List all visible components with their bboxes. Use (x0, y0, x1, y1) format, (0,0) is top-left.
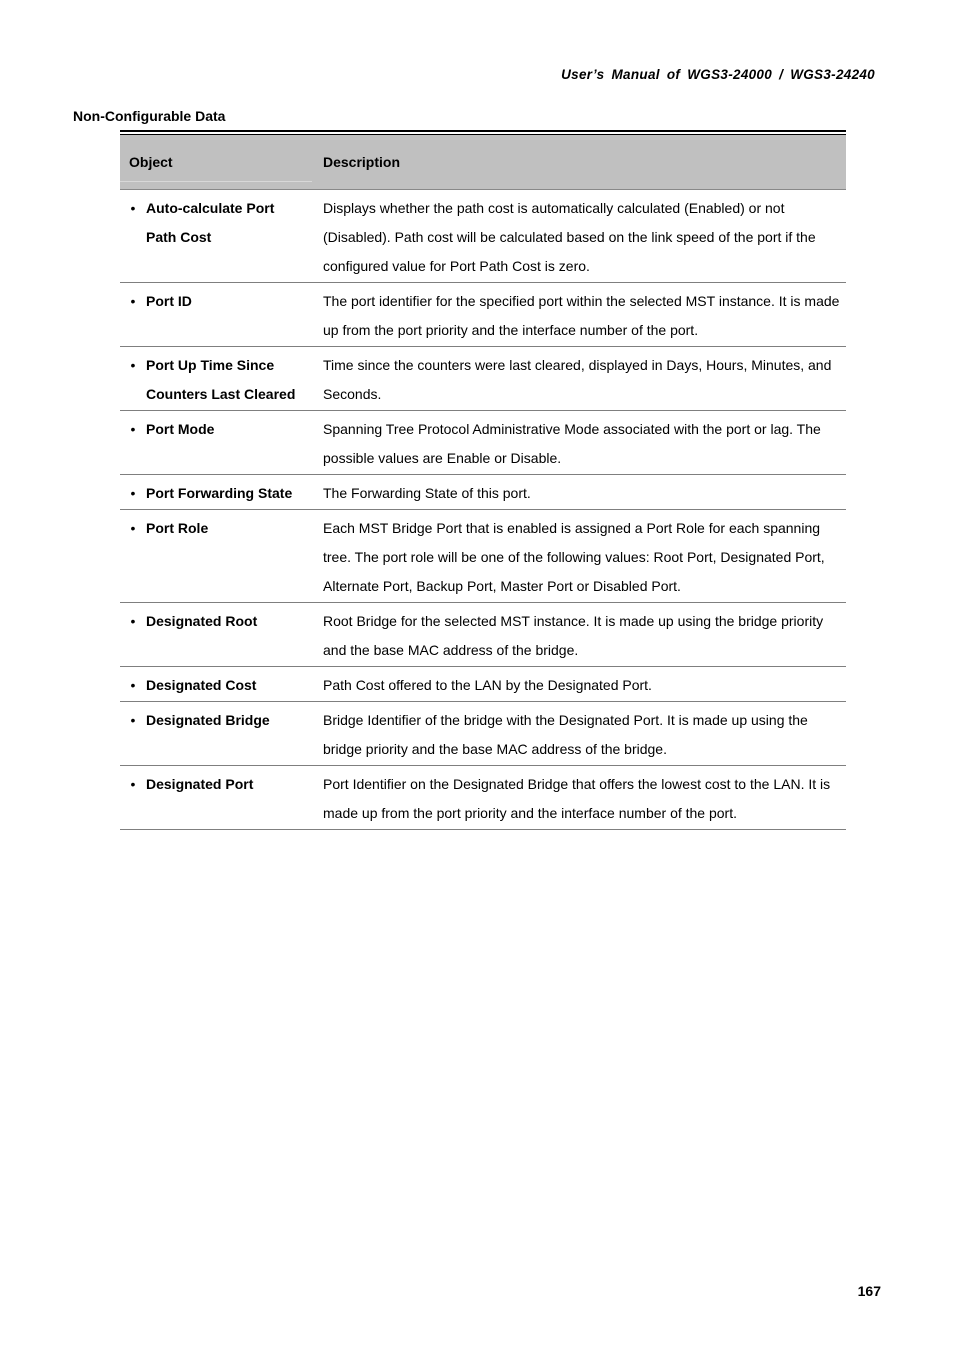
object-name (146, 351, 316, 410)
table-row (120, 475, 846, 510)
table-row (120, 603, 846, 667)
object-name-line: Auto-calculate Port (146, 200, 275, 216)
object-name (146, 770, 316, 829)
object-cell (120, 766, 323, 829)
description-cell: Bridge Identifier of the bridge with the Designated Port. It is made up using the bridge priority and the base MAC address of the bridge. (323, 712, 808, 757)
description-cell: Displays whether the path cost is automatically calculated (Enabled) or not (Disabled). Path cost will be calculated based on the link speed of the port if the configured value for Port Path Cost is zero. (323, 200, 816, 274)
object-name-line: Designated Root (146, 613, 258, 629)
table-row (120, 702, 846, 766)
object-name-line: Counters Last Cleared (146, 386, 296, 402)
bullet-icon: • (130, 776, 136, 792)
column-header-description: Description (323, 154, 401, 170)
object-name-line: Port Role (146, 520, 209, 536)
bullet-icon: • (130, 677, 136, 693)
object-cell (120, 603, 323, 666)
table-row (120, 510, 846, 603)
object-cell (120, 347, 323, 410)
running-header: User’s Manual of WGS3-24000 / WGS3-24240 (561, 67, 875, 82)
object-cell (120, 475, 323, 509)
bullet-icon: • (130, 357, 136, 373)
description-cell: Port Identifier on the Designated Bridge that offers the lowest cost to the LAN. It is made up from the port priority and the interface number of the port. (323, 776, 831, 821)
object-cell (120, 411, 323, 474)
object-cell (120, 667, 323, 701)
object-name-line: Port ID (146, 293, 192, 309)
bullet-icon: • (130, 712, 136, 728)
table-row (120, 411, 846, 475)
object-name (146, 287, 316, 346)
description-cell: Path Cost offered to the LAN by the Designated Port. (323, 677, 652, 693)
object-name (146, 514, 316, 602)
table-row (120, 283, 846, 347)
description-cell: The port identifier for the specified port within the selected MST instance. It is made up from the port priority and the interface number of the port. (323, 293, 840, 338)
table-row (120, 766, 846, 830)
object-name-line: Port Mode (146, 421, 215, 437)
bullet-icon: • (130, 485, 136, 501)
table-row (120, 347, 846, 411)
column-header-object: Object (120, 143, 312, 182)
object-cell (120, 702, 323, 765)
object-name (146, 706, 316, 765)
object-name (146, 607, 316, 666)
bullet-icon: • (130, 613, 136, 629)
bullet-icon: • (130, 293, 136, 309)
description-cell: Spanning Tree Protocol Administrative Mode associated with the port or lag. The possible values are Enable or Disable. (323, 421, 821, 466)
description-cell: Each MST Bridge Port that is enabled is assigned a Port Role for each spanning tree. The port role will be one of the following values: Root Port, Designated Port, Alternate Port, Backup Port, Master Port or Disabled Port. (323, 520, 825, 594)
table-header (120, 135, 846, 190)
object-name-line: Designated Port (146, 776, 254, 792)
object-name-line: Port Up Time Since (146, 357, 275, 373)
bullet-icon: • (130, 200, 136, 216)
bullet-icon: • (130, 421, 136, 437)
object-cell (120, 510, 323, 602)
object-name-line: Designated Bridge (146, 712, 270, 728)
description-cell: Time since the counters were last cleared, displayed in Days, Hours, Minutes, and Seconds. (323, 357, 832, 402)
object-cell (120, 283, 323, 346)
object-name-line: Path Cost (146, 229, 212, 245)
object-name (146, 194, 316, 282)
section-title: Non-Configurable Data (73, 108, 226, 124)
bullet-icon: • (130, 520, 136, 536)
description-cell: Root Bridge for the selected MST instance. It is made up using the bridge priority and the base MAC address of the bridge. (323, 613, 824, 658)
object-cell (120, 190, 323, 282)
description-cell: The Forwarding State of this port. (323, 485, 531, 501)
page-number: 167 (857, 1283, 881, 1299)
table-row (120, 190, 846, 283)
object-name (146, 415, 316, 474)
table-top-rule (120, 130, 846, 132)
data-table (120, 130, 846, 830)
table-row (120, 667, 846, 702)
object-name (146, 479, 316, 509)
object-name-line: Port Forwarding State (146, 485, 293, 501)
object-name-line: Designated Cost (146, 677, 257, 693)
table-body (120, 190, 846, 830)
object-name (146, 671, 316, 701)
